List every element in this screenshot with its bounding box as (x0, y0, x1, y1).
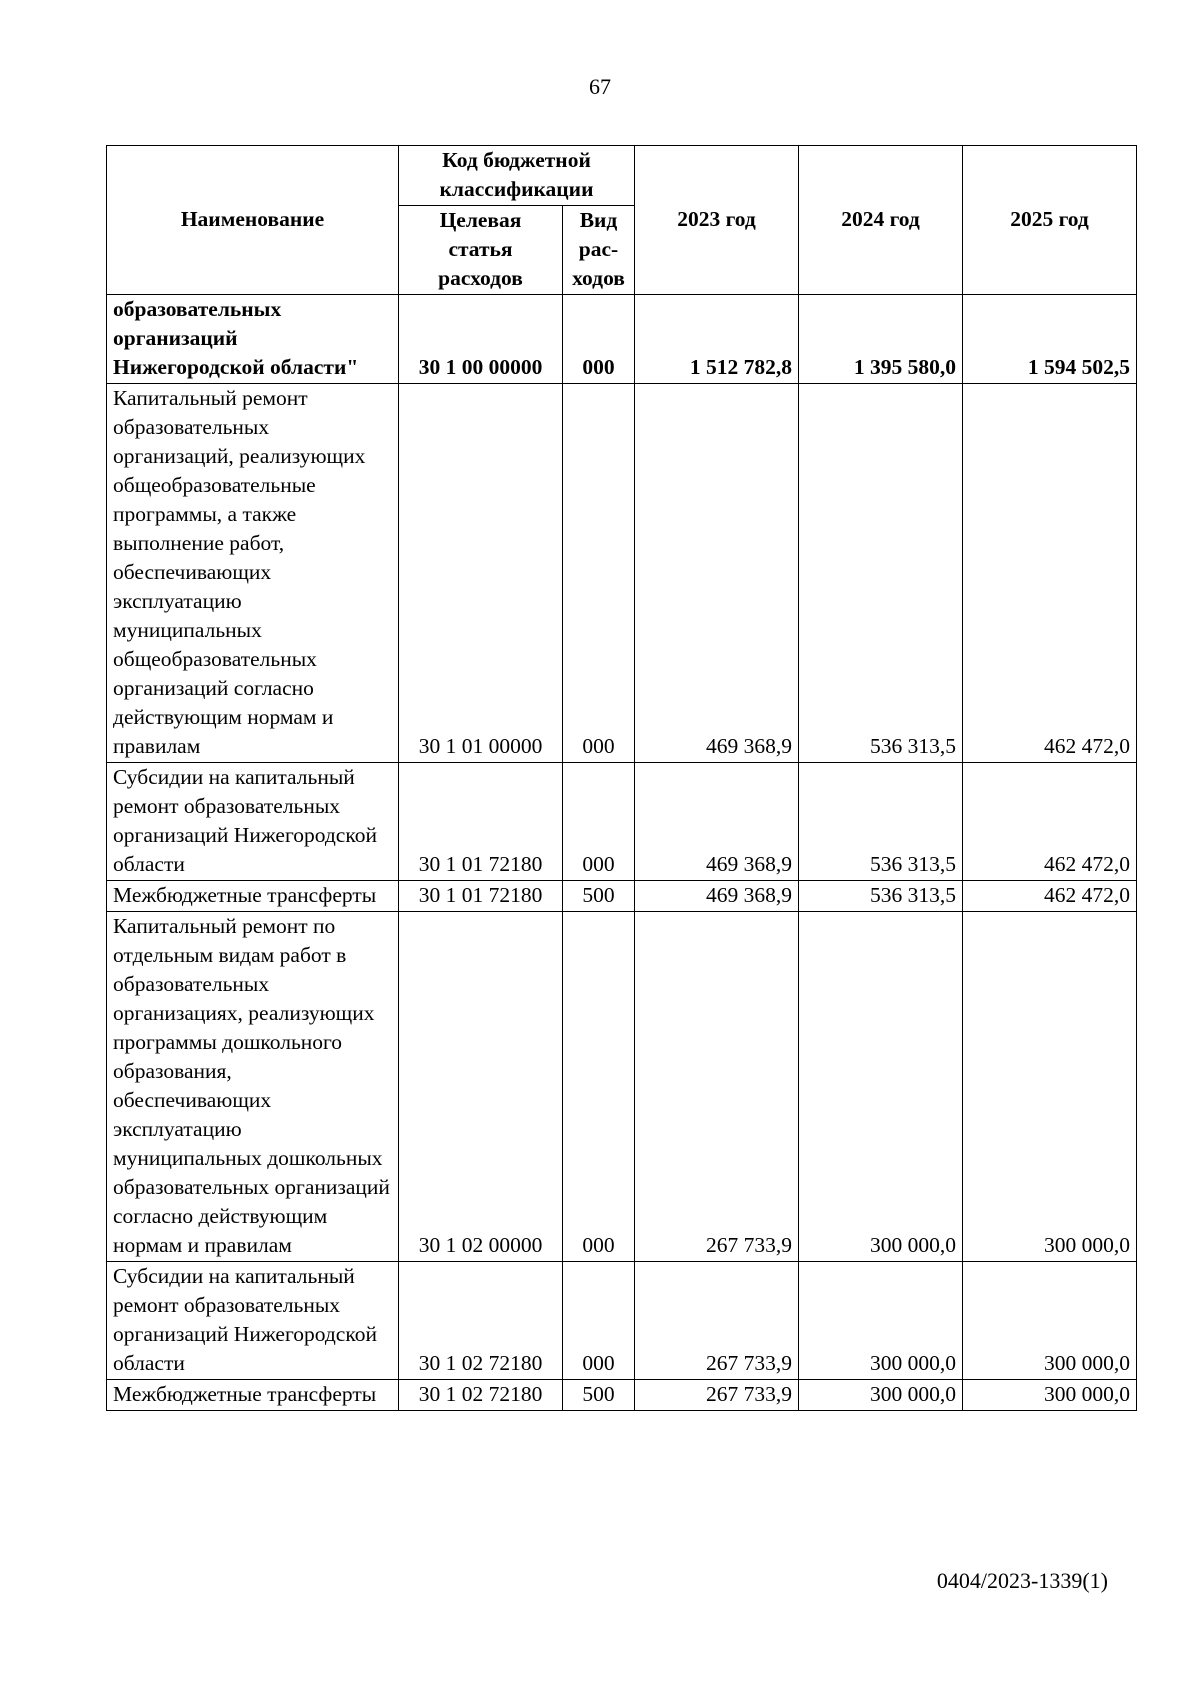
cell-name: образовательных организаций Нижегородской области" (107, 295, 399, 384)
cell-name: Капитальный ремонт образовательных организаций, реализующих общеобразовательные программы, а также выполнение работ, обеспечивающих эксплуатацию муниципальных общеобразовательных организаций согласно действующим нормам и правилам (107, 384, 399, 763)
header-year-2024: 2024 год (799, 146, 963, 295)
budget-table (106, 145, 1137, 1411)
cell-expense-type: 500 (563, 1380, 635, 1411)
cell-name: Межбюджетные трансферты (107, 881, 399, 912)
cell-2024: 536 313,5 (799, 384, 963, 763)
cell-2023: 267 733,9 (635, 1262, 799, 1380)
cell-name: Субсидии на капитальный ремонт образовательных организаций Нижегородской области (107, 1262, 399, 1380)
cell-2023: 267 733,9 (635, 912, 799, 1262)
cell-2025: 462 472,0 (963, 763, 1137, 881)
cell-name: Межбюджетные трансферты (107, 1380, 399, 1411)
cell-2024: 536 313,5 (799, 763, 963, 881)
header-year-2023: 2023 год (635, 146, 799, 295)
cell-target-article: 30 1 00 00000 (399, 295, 563, 384)
cell-2025: 300 000,0 (963, 912, 1137, 1262)
header-year-2025: 2025 год (963, 146, 1137, 295)
header-budget-code: Код бюджетной классификации (399, 146, 635, 206)
page-number: 67 (589, 74, 611, 99)
cell-2023: 267 733,9 (635, 1380, 799, 1411)
table-row (107, 881, 1137, 912)
cell-2024: 1 395 580,0 (799, 295, 963, 384)
document-code: 0404/2023-1339(1) (936, 1568, 1108, 1593)
cell-expense-type: 500 (563, 881, 635, 912)
cell-target-article: 30 1 01 00000 (399, 384, 563, 763)
cell-expense-type: 000 (563, 912, 635, 1262)
cell-target-article: 30 1 01 72180 (399, 763, 563, 881)
cell-expense-type: 000 (563, 763, 635, 881)
cell-2024: 300 000,0 (799, 1380, 963, 1411)
cell-2025: 462 472,0 (963, 881, 1137, 912)
cell-expense-type: 000 (563, 1262, 635, 1380)
cell-2023: 469 368,9 (635, 763, 799, 881)
cell-2024: 536 313,5 (799, 881, 963, 912)
cell-2024: 300 000,0 (799, 1262, 963, 1380)
cell-target-article: 30 1 01 72180 (399, 881, 563, 912)
cell-2025: 300 000,0 (963, 1380, 1137, 1411)
cell-expense-type: 000 (563, 384, 635, 763)
cell-2025: 462 472,0 (963, 384, 1137, 763)
header-name: Наименование (107, 146, 399, 295)
cell-target-article: 30 1 02 72180 (399, 1380, 563, 1411)
table-row (107, 1380, 1137, 1411)
cell-2023: 1 512 782,8 (635, 295, 799, 384)
cell-target-article: 30 1 02 72180 (399, 1262, 563, 1380)
cell-2023: 469 368,9 (635, 881, 799, 912)
cell-expense-type: 000 (563, 295, 635, 384)
table-body (107, 295, 1137, 1411)
header-expense-type: Вид рас-ходов (563, 206, 635, 295)
cell-2025: 300 000,0 (963, 1262, 1137, 1380)
table-row (107, 295, 1137, 384)
table-row (107, 384, 1137, 763)
cell-name: Капитальный ремонт по отдельным видам работ в образовательных организациях, реализующих программы дошкольного образования, обеспечивающих эксплуатацию муниципальных дошкольных образовательных организаций согласно действующим нормам и правилам (107, 912, 399, 1262)
cell-2023: 469 368,9 (635, 384, 799, 763)
cell-2025: 1 594 502,5 (963, 295, 1137, 384)
table-row (107, 763, 1137, 881)
cell-2024: 300 000,0 (799, 912, 963, 1262)
header-target-article: Целевая статья расходов (399, 206, 563, 295)
cell-name: Субсидии на капитальный ремонт образовательных организаций Нижегородской области (107, 763, 399, 881)
table-header (107, 146, 1137, 295)
cell-target-article: 30 1 02 00000 (399, 912, 563, 1262)
table-row (107, 912, 1137, 1262)
table-row (107, 1262, 1137, 1380)
